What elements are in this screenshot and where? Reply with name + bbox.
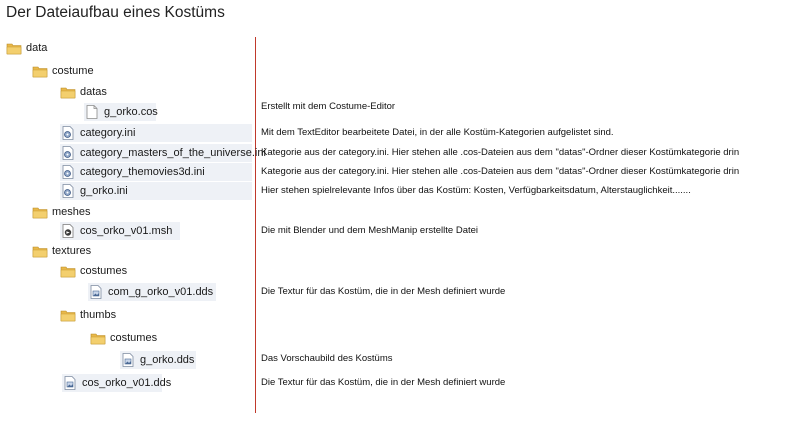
tree-item-category-ini[interactable] xyxy=(60,124,252,142)
tree-item-datas[interactable] xyxy=(60,83,107,101)
ini-settings-icon xyxy=(60,145,76,161)
tree-item-meshes[interactable] xyxy=(32,203,91,221)
tree-item-cos-orko-msh[interactable] xyxy=(60,222,180,240)
description-cos-orko-dds: Die Textur für das Kostüm, die in der Mesh definiert wurde xyxy=(261,377,506,388)
tree-label: category.ini xyxy=(80,127,136,139)
tree-item-cos-orko-dds[interactable] xyxy=(62,374,172,392)
tree-label: data xyxy=(26,42,48,54)
description-category-ini: Mit dem TextEditor bearbeitete Datei, in der alle Kostüm-Kategorien aufgelistet sind. xyxy=(261,127,614,138)
tree-label: thumbs xyxy=(80,309,117,321)
tree-label: textures xyxy=(52,245,92,257)
tree-item-com-g-orko-dds[interactable] xyxy=(88,283,216,301)
folder-icon xyxy=(32,243,48,259)
description-g-orko-cos: Erstellt mit dem Costume-Editor xyxy=(261,101,396,112)
tree-label: costumes xyxy=(110,332,158,344)
folder-icon xyxy=(60,263,76,279)
folder-icon xyxy=(6,40,22,56)
tree-label: cos_orko_v01.msh xyxy=(80,225,173,237)
tree-label: cos_orko_v01.dds xyxy=(82,377,172,389)
tree-item-textures[interactable] xyxy=(32,242,91,260)
description-g-orko-dds: Das Vorschaubild des Kostüms xyxy=(261,353,393,364)
tree-item-data[interactable] xyxy=(6,39,47,57)
tree-item-g-orko-ini[interactable] xyxy=(60,182,252,200)
tree-label: costume xyxy=(52,65,94,77)
file-icon xyxy=(84,104,100,120)
description-category-motu: Kategorie aus der category.ini. Hier stehen alle .cos-Dateien aus dem "datas"-Ordner dieser Kostümkategorie drin xyxy=(261,147,740,158)
tree-item-category-tm3d-ini[interactable] xyxy=(60,163,252,181)
tree-label: costumes xyxy=(80,265,128,277)
ini-settings-icon xyxy=(60,183,76,199)
folder-icon xyxy=(60,84,76,100)
tree-label: g_orko.dds xyxy=(140,354,195,366)
folder-icon xyxy=(32,63,48,79)
tree-label: g_orko.cos xyxy=(104,106,158,118)
tree-label: category_themovies3d.ini xyxy=(80,166,205,178)
tree-label: datas xyxy=(80,86,107,98)
page-title: Der Dateiaufbau eines Kostüms xyxy=(6,4,225,21)
tree-item-thumbs[interactable] xyxy=(60,306,116,324)
tree-label: meshes xyxy=(52,206,91,218)
image-file-icon xyxy=(88,284,104,300)
image-file-icon xyxy=(120,352,136,368)
folder-icon xyxy=(90,330,106,346)
tree-item-g-orko-cos[interactable] xyxy=(84,103,156,121)
tree-item-g-orko-dds[interactable] xyxy=(120,351,196,369)
image-file-icon xyxy=(62,375,78,391)
tree-item-category-motu-ini[interactable] xyxy=(60,144,266,162)
mesh-file-icon xyxy=(60,223,76,239)
tree-label: category_masters_of_the_universe.ini xyxy=(80,147,266,159)
ini-settings-icon xyxy=(60,125,76,141)
description-cos-orko-msh: Die mit Blender und dem MeshManip erstellte Datei xyxy=(261,225,479,236)
folder-icon xyxy=(60,307,76,323)
tree-label: com_g_orko_v01.dds xyxy=(108,286,214,298)
description-g-orko-ini: Hier stehen spielrelevante Infos über das Kostüm: Kosten, Verfügbarkeitsdatum, Alterstauglichkeit....... xyxy=(261,185,691,196)
description-category-tm3d: Kategorie aus der category.ini. Hier stehen alle .cos-Dateien aus dem "datas"-Ordner dieser Kostümkategorie drin xyxy=(261,166,740,177)
ini-settings-icon xyxy=(60,164,76,180)
tree-label: g_orko.ini xyxy=(80,185,128,197)
description-com-g-orko-dds: Die Textur für das Kostüm, die in der Mesh definiert wurde xyxy=(261,286,506,297)
tree-item-costume[interactable] xyxy=(32,62,94,80)
divider-line xyxy=(255,37,256,413)
tree-item-thumbs-costumes[interactable] xyxy=(90,329,157,347)
folder-icon xyxy=(32,204,48,220)
tree-item-textures-costumes[interactable] xyxy=(60,262,127,280)
